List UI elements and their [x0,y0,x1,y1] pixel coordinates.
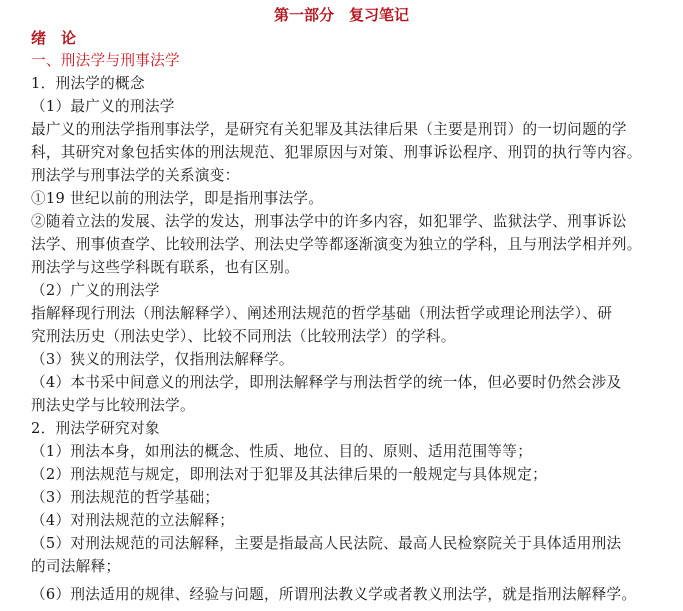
item-heading: （1）最广义的刑法学 [31,98,175,115]
chapter-heading: 绪 论 [31,29,77,47]
subsection-heading: 2．刑法学研究对象 [31,420,160,437]
page-title: 第一部分 复习笔记 [273,6,409,24]
paragraph-line: ①19 世纪以前的刑法学，即是指刑事法学。 [31,190,324,207]
list-item: （3）刑法规范的哲学基础； [31,489,220,506]
list-item: （1）刑法本身，如刑法的概念、性质、地位、目的、原则、适用范围等等； [31,443,533,460]
list-item: （4）对刑法规范的立法解释； [31,512,235,529]
paragraph-line: 最广义的刑法学指刑事法学，是研究有关犯罪及其法律后果（主要是刑罚）的一切问题的学 [31,121,627,138]
list-item: （2）刑法规范与规定，即刑法对于犯罪及其法律后果的一般规定与具体规定； [31,466,547,483]
section-heading: 一、刑法学与刑事法学 [31,52,180,69]
item-heading: （2）广义的刑法学 [31,282,160,299]
paragraph-line: ②随着立法的发展、法学的发达，刑事法学中的许多内容，如犯罪学、监狱法学、刑事诉讼 [31,213,627,230]
paragraph-line: （4）本书采中间意义的刑法学，即刑法解释学与刑法哲学的统一体，但必要时仍然会涉及 [31,374,622,391]
list-item: （5）对刑法规范的司法解释，主要是指最高人民法院、最高人民检察院关于具体适用刑法 [31,535,622,552]
paragraph-line: 指解释现行刑法（刑法解释学）、阐述刑法规范的哲学基础（刑法哲学或理论刑法学）、研 [31,305,613,322]
paragraph-line: （3）狭义的刑法学，仅指刑法解释学。 [31,351,294,368]
paragraph-line: 刑法史学与比较刑法学。 [31,397,195,414]
subsection-heading: 1．刑法学的概念 [31,75,145,92]
paragraph-line: 刑法学与刑事法学的关系演变： [31,167,240,184]
paragraph-line: 究刑法历史（刑法史学）、比较不同刑法（比较刑法学）的学科。 [31,328,456,345]
paragraph-line: 刑法学与这些学科既有联系，也有区别。 [31,259,300,276]
paragraph-line: 法学、刑事侦查学、比较刑法学、刑法史学等都逐渐演变为独立的学科，且与刑法学相并列。 [31,236,642,253]
list-item-continuation: 的司法解释； [31,558,121,575]
list-item: （6）刑法适用的规律、经验与问题，所谓刑法教义学或者教义刑法学，就是指刑法解释学。 [31,586,637,603]
paragraph-line: 科，其研究对象包括实体的刑法规范、犯罪原因与对策、刑事诉讼程序、刑罚的执行等内容。 [31,144,642,161]
